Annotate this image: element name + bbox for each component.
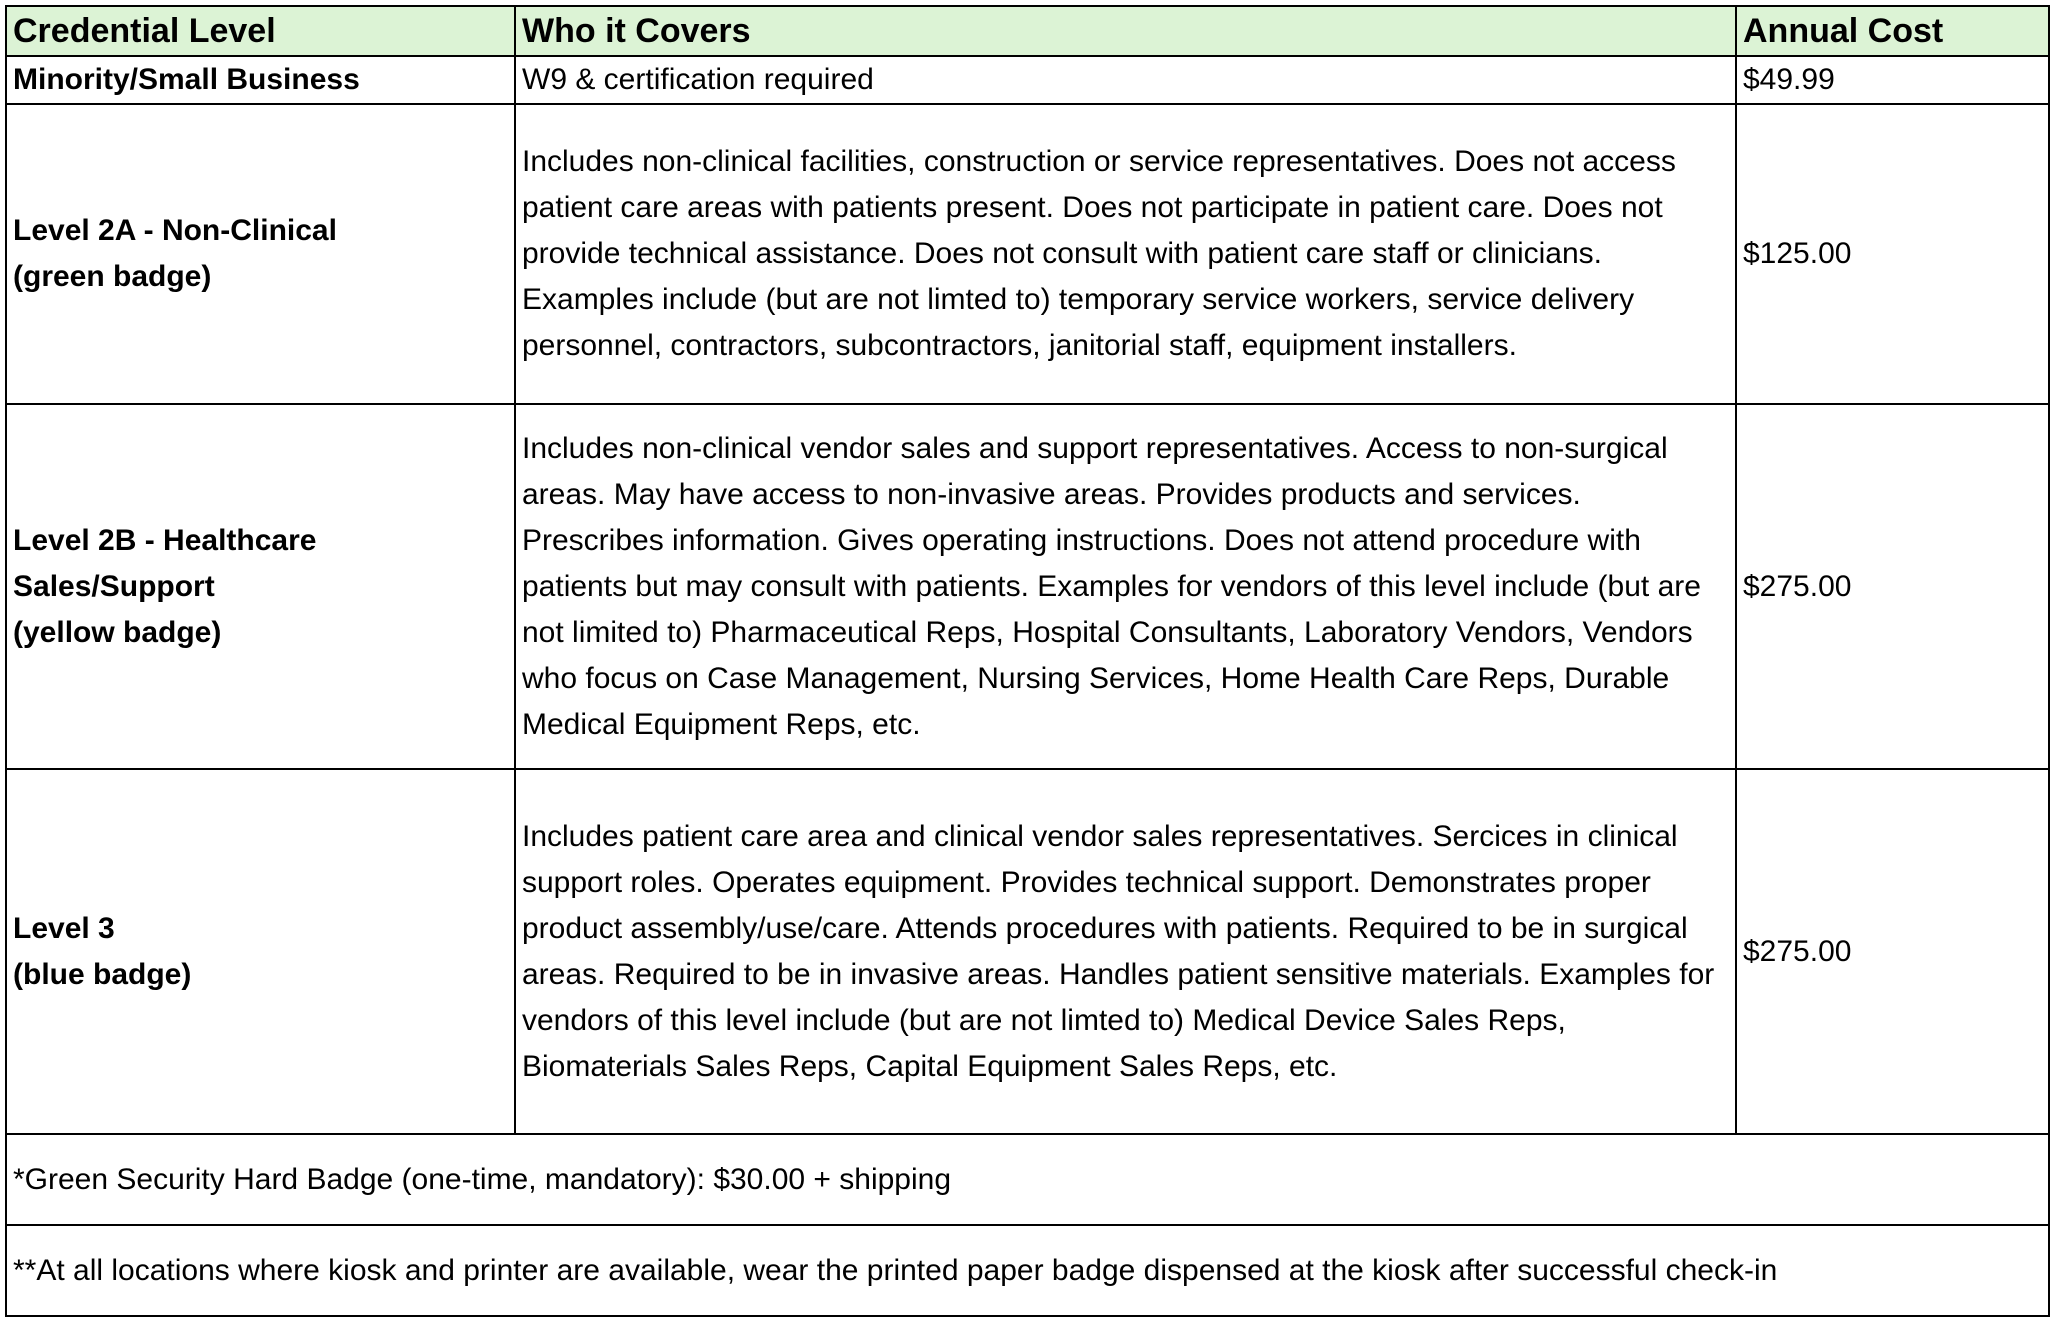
credential-level-line: Level 3	[13, 911, 115, 945]
header-who-it-covers: Who it Covers	[515, 6, 1736, 56]
header-credential-level: Credential Level	[6, 6, 515, 56]
credential-level-line: Level 2B - Healthcare	[13, 523, 317, 557]
hard-badge-note: *Green Security Hard Badge (one-time, mandatory): $30.00 + shipping	[6, 1134, 2049, 1225]
kiosk-badge-note: **At all locations where kiosk and printer are available, wear the printed paper badge dispensed at the kiosk after successful check-in	[6, 1225, 2049, 1316]
annual-cost-cell: $125.00	[1736, 104, 2049, 404]
credential-level-cell	[6, 769, 515, 1134]
credential-pricing-table	[5, 5, 2050, 1317]
annual-cost-cell: $275.00	[1736, 769, 2049, 1134]
credential-level-line: Level 2A - Non-Clinical	[13, 214, 337, 247]
credential-level-cell	[6, 104, 515, 404]
credential-table-sheet	[5, 5, 2048, 1308]
table-note-row-kiosk	[6, 1225, 2049, 1316]
table-note-row-hard-badge	[6, 1134, 2049, 1225]
credential-badge-line: (blue badge)	[13, 957, 192, 991]
table-row-minority-small-business	[6, 56, 2049, 104]
table-header-row	[6, 6, 2049, 56]
annual-cost-cell: $275.00	[1736, 404, 2049, 769]
credential-level-line: Sales/Support	[13, 569, 215, 603]
credential-badge-line: (green badge)	[13, 260, 212, 293]
who-it-covers-cell: Includes non-clinical facilities, construction or service representatives. Does not access patient care areas with patients present. Does not participate in patient care. Does not provide technical assistance. Does not consult with patient care staff or clinicians. Examples include (but are not limted to) temporary service workers, service delivery personnel, contractors, subcontractors, janitorial staff, equipment installers.	[515, 104, 1736, 404]
credential-level-line: Minority/Small Business	[13, 63, 360, 96]
header-annual-cost: Annual Cost	[1736, 6, 2049, 56]
table-row-level-2a	[6, 104, 2049, 404]
who-it-covers-cell: Includes patient care area and clinical vendor sales representatives. Sercices in clinical support roles. Operates equipment. Provides technical support. Demonstrates proper product assembly/use/care. Attends procedures with patients. Required to be in surgical areas. Required to be in invasive areas. Handles patient sensitive materials. Examples for vendors of this level include (but are not limted to) Medical Device Sales Reps, Biomaterials Sales Reps, Capital Equipment Sales Reps, etc.	[515, 769, 1736, 1134]
annual-cost-cell: $49.99	[1736, 56, 2049, 104]
credential-level-cell	[6, 404, 515, 769]
table-row-level-3	[6, 769, 2049, 1134]
who-it-covers-cell: Includes non-clinical vendor sales and support representatives. Access to non-surgical areas. May have access to non-invasive areas. Provides products and services. Prescribes information. Gives operating instructions. Does not attend procedure with patients but may consult with patients. Examples for vendors of this level include (but are not limited to) Pharmaceutical Reps, Hospital Consultants, Laboratory Vendors, Vendors who focus on Case Management, Nursing Services, Home Health Care Reps, Durable Medical Equipment Reps, etc.	[515, 404, 1736, 769]
table-row-level-2b	[6, 404, 2049, 769]
credential-level-cell	[6, 56, 515, 104]
who-it-covers-cell: W9 & certification required	[515, 56, 1736, 104]
credential-badge-line: (yellow badge)	[13, 615, 222, 649]
